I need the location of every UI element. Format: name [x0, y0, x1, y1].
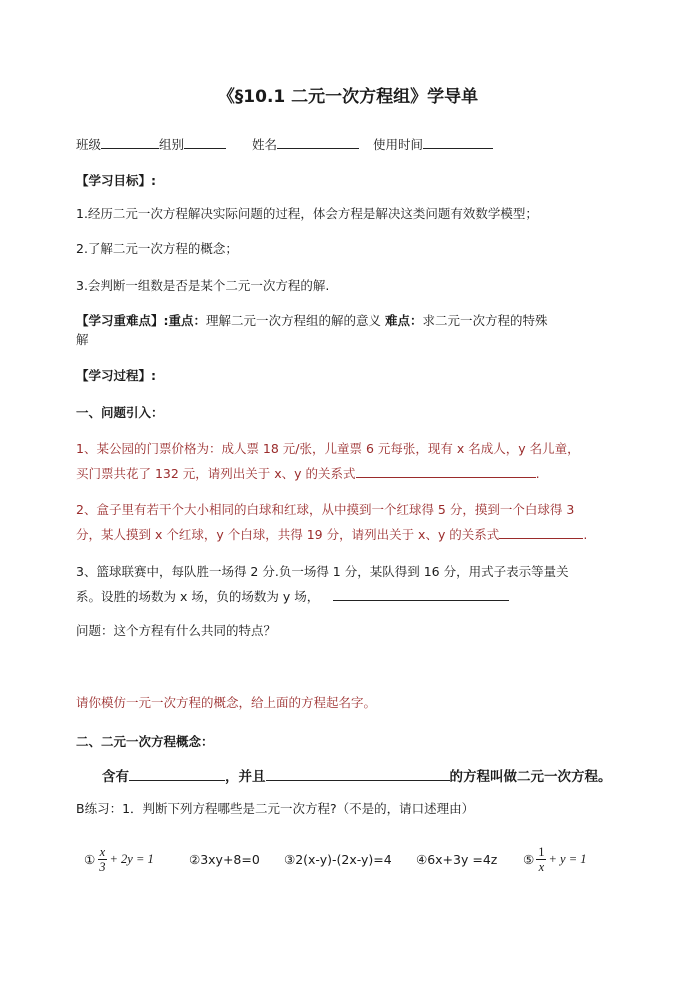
question3-text: 系。设胜的场数为 x 场，负的场数为 y 场，	[76, 589, 320, 604]
equation-1-marker: ①	[84, 851, 96, 867]
key-points-heading: 【学习重难点】:	[76, 313, 169, 328]
definition-suffix: 的方程叫做二元一次方程。	[449, 769, 612, 785]
equation-3: ③2(x-y)-(2x-y)=4	[284, 851, 392, 867]
question2-answer-blank[interactable]	[499, 524, 583, 539]
definition-line	[102, 766, 612, 786]
section1-heading: 一、问题引入：	[76, 405, 164, 420]
equation-1-fraction	[97, 845, 107, 874]
section2-heading: 二、二元一次方程概念：	[76, 734, 214, 749]
page-title: 《§10.1 二元一次方程组》学导单	[217, 87, 479, 107]
exercise-prompt: B练习：1．判断下列方程哪些是二元一次方程?（不是的，请口述理由）	[76, 801, 475, 816]
group-blank[interactable]	[184, 134, 226, 149]
equation-5-numerator: 1	[538, 844, 545, 859]
equation-4: ④6x+3y =4z	[416, 851, 498, 867]
process-heading: 【学习过程】:	[76, 368, 156, 383]
question3-line1: 3、篮球联赛中，每队胜一场得 2 分.负一场得 1 分，某队得到 16 分，用式子表示等量关	[76, 564, 569, 579]
equation-2: ②3xy+8=0	[189, 851, 260, 867]
key-text: 理解二元一次方程组的解的意义	[206, 313, 382, 328]
common-feature-question: 问题：这个方程有什么共同的特点？	[76, 623, 277, 638]
equation-5-denominator: x	[538, 859, 545, 874]
question2-text: 分，某人摸到 x 个红球，y 个白球，共得 19 分，请列出关于 x、y 的关系式	[76, 527, 500, 542]
difficulty-label: 难点：	[385, 313, 423, 328]
question2-line1: 2、盒子里有若干个大小相同的白球和红球，从中摸到一个红球得 5 分，摸到一个白球得 3	[76, 502, 575, 517]
question3-answer-blank[interactable]	[333, 586, 509, 601]
equation-1-numerator: x	[99, 844, 106, 859]
difficulty-continuation: 解	[76, 332, 89, 347]
goals-heading: 【学习目标】:	[76, 173, 156, 188]
key-label: 重点：	[168, 313, 207, 328]
goal-item-2: 2.了解二元一次方程的概念；	[76, 241, 238, 256]
question1-answer-blank[interactable]	[356, 463, 536, 478]
key-points-line	[76, 312, 548, 330]
question1-line1: 1、某公园的门票价格为：成人票 18 元/张，儿童票 6 元每张，现有 x 名成人，y 名儿童，	[76, 441, 580, 456]
group-label: 组别	[159, 137, 185, 152]
goal-item-3: 3.会判断一组数是否是某个二元一次方程的解.	[76, 278, 330, 293]
time-label: 使用时间	[372, 137, 423, 152]
difficulty-text: 求二元一次方程的特殊	[422, 313, 548, 328]
header-info-row	[76, 134, 493, 154]
question3-line2	[76, 586, 509, 606]
name-blank[interactable]	[277, 134, 359, 149]
equation-5-marker: ⑤	[523, 851, 535, 867]
class-label: 班级	[76, 137, 102, 152]
equation-5-fraction	[536, 845, 546, 874]
time-blank[interactable]	[423, 134, 493, 149]
naming-prompt: 请你模仿一元一次方程的概念，给上面的方程起名字。	[76, 695, 377, 710]
definition-mid: ，并且	[225, 769, 266, 785]
definition-blank-2[interactable]	[266, 766, 450, 781]
question1-text: 买门票共花了 132 元，请列出关于 x、y 的关系式	[76, 466, 356, 481]
equation-1	[84, 842, 154, 876]
class-blank[interactable]	[101, 134, 159, 149]
equation-5	[523, 842, 587, 876]
question2-line2: 分，某人摸到 x 个红球，y 个白球，共得 19 分，请列出关于 x、y 的关系式 .	[76, 524, 587, 544]
equation-1-rest: + 2y = 1	[109, 851, 154, 866]
question1-line2: 买门票共花了 132 元，请列出关于 x、y 的关系式 .	[76, 463, 540, 483]
definition-prefix: 含有	[102, 769, 129, 785]
goal-item-1: 1.经历二元一次方程解决实际问题的过程，体会方程是解决这类问题有效数学模型；	[76, 206, 538, 221]
equation-5-rest: + y = 1	[548, 851, 587, 866]
equation-1-denominator: 3	[99, 859, 106, 874]
definition-blank-1[interactable]	[129, 766, 225, 781]
name-label: 姓名	[252, 137, 278, 152]
